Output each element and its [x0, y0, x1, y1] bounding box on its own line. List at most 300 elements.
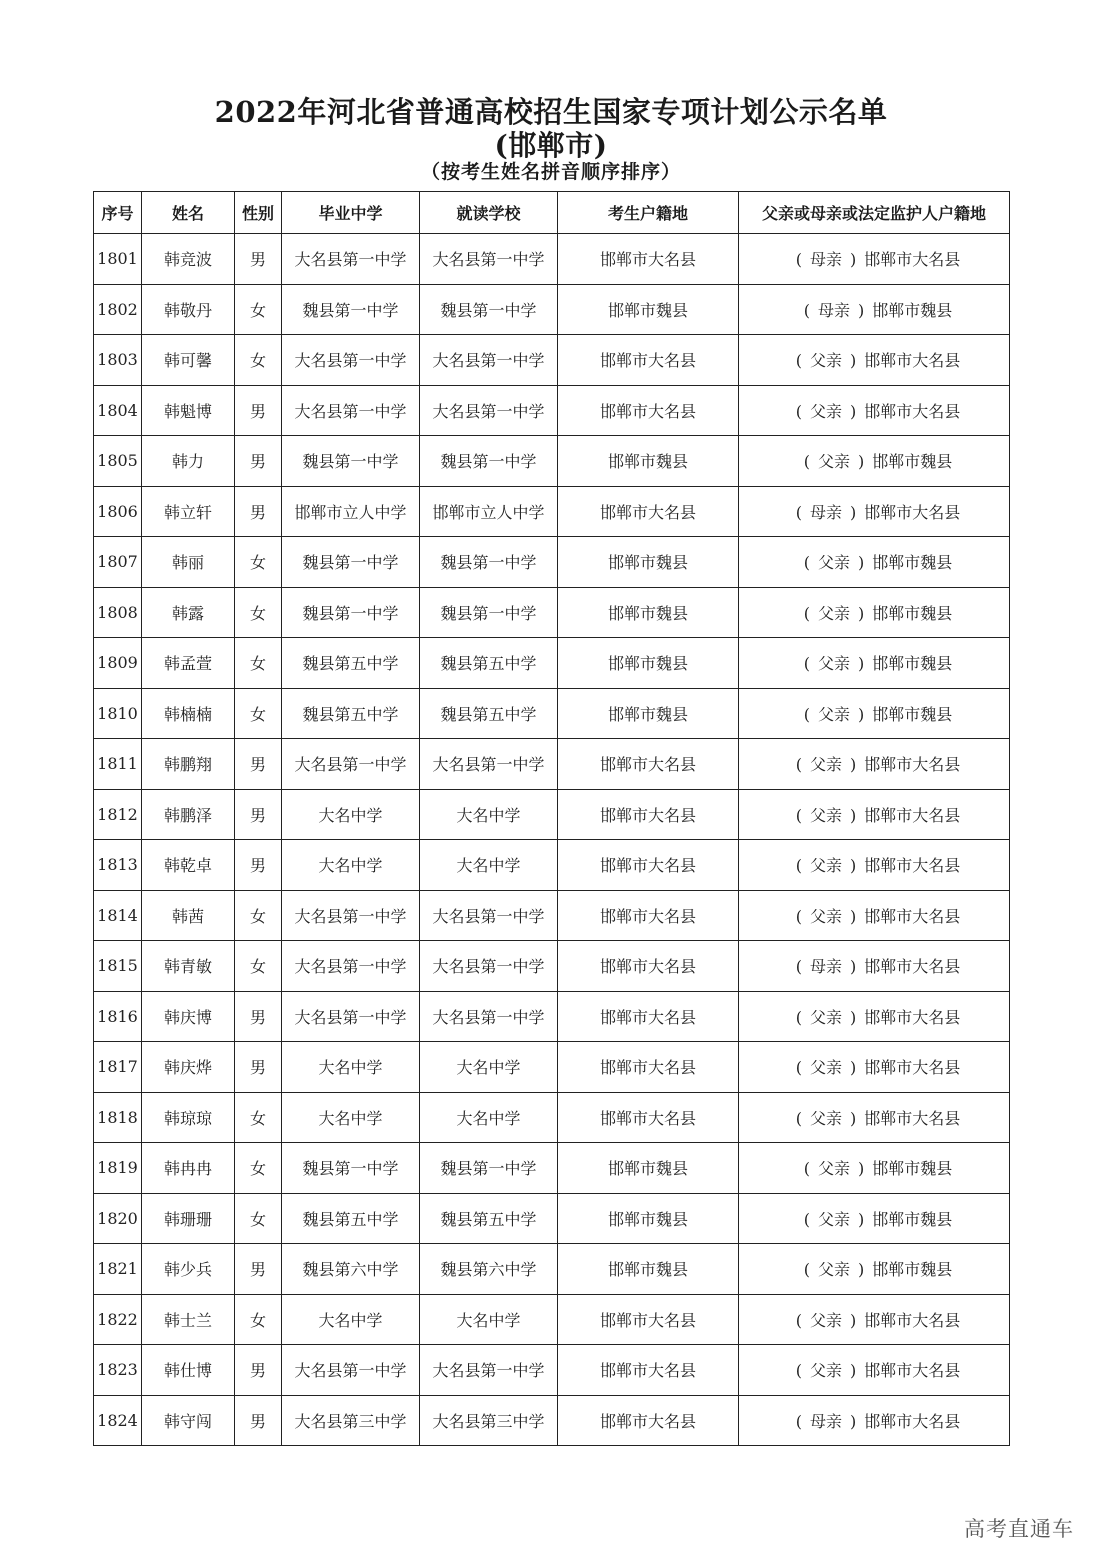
guardian-residence: 邯郸市魏县 [872, 1260, 953, 1280]
cell-grad-school: 魏县第一中学 [282, 587, 420, 638]
cell-guardian-residence [739, 1244, 1010, 1295]
cell-gender: 女 [235, 890, 282, 941]
cell-guardian-residence [739, 688, 1010, 739]
cell-grad-school: 大名县第一中学 [282, 890, 420, 941]
paren-close: ) [858, 553, 865, 573]
table-row [94, 1042, 1010, 1093]
cell-guardian-residence [739, 991, 1010, 1042]
cell-grad-school: 邯郸市立人中学 [282, 486, 420, 537]
cell-seq: 1816 [94, 991, 142, 1042]
guardian-relation: 父亲 [809, 1007, 842, 1027]
cell-guardian-residence [739, 789, 1010, 840]
header-guardian-residence: 父亲或母亲或法定监护人户籍地 [739, 192, 1010, 234]
paren-open: ( [795, 1411, 802, 1431]
paren-close: ) [850, 1361, 857, 1381]
guardian-relation: 父亲 [809, 755, 842, 775]
cell-gender: 女 [235, 537, 282, 588]
cell-guardian-residence [739, 1042, 1010, 1093]
cell-name: 韩青敏 [142, 941, 235, 992]
cell-gender: 男 [235, 789, 282, 840]
cell-seq: 1812 [94, 789, 142, 840]
cell-current-school: 大名中学 [420, 1294, 558, 1345]
cell-seq: 1817 [94, 1042, 142, 1093]
cell-gender: 男 [235, 1395, 282, 1446]
paren-close: ) [858, 1159, 865, 1179]
table-row [94, 385, 1010, 436]
cell-residence: 邯郸市大名县 [558, 1294, 739, 1345]
cell-residence: 邯郸市大名县 [558, 991, 739, 1042]
cell-grad-school: 魏县第一中学 [282, 284, 420, 335]
cell-seq: 1806 [94, 486, 142, 537]
cell-seq: 1819 [94, 1143, 142, 1194]
guardian-residence: 邯郸市魏县 [872, 300, 953, 320]
guardian-relation: 父亲 [809, 1310, 842, 1330]
cell-gender: 男 [235, 991, 282, 1042]
cell-grad-school: 大名中学 [282, 789, 420, 840]
guardian-relation: 父亲 [817, 1209, 850, 1229]
cell-seq: 1813 [94, 840, 142, 891]
paren-close: ) [850, 1108, 857, 1128]
cell-current-school: 大名县第一中学 [420, 991, 558, 1042]
cell-current-school: 邯郸市立人中学 [420, 486, 558, 537]
cell-residence: 邯郸市大名县 [558, 789, 739, 840]
paren-close: ) [858, 452, 865, 472]
cell-grad-school: 魏县第五中学 [282, 638, 420, 689]
cell-residence: 邯郸市魏县 [558, 284, 739, 335]
table-body [94, 234, 1010, 1446]
cell-residence: 邯郸市大名县 [558, 486, 739, 537]
paren-open: ( [803, 704, 810, 724]
cell-guardian-residence [739, 486, 1010, 537]
paren-open: ( [795, 856, 802, 876]
cell-gender: 女 [235, 1294, 282, 1345]
cell-seq: 1821 [94, 1244, 142, 1295]
paren-open: ( [803, 1159, 810, 1179]
table-row [94, 436, 1010, 487]
cell-current-school: 大名县第一中学 [420, 1345, 558, 1396]
cell-guardian-residence [739, 385, 1010, 436]
header-seq: 序号 [94, 192, 142, 234]
guardian-relation: 父亲 [817, 704, 850, 724]
guardian-residence: 邯郸市大名县 [864, 906, 961, 926]
guardian-relation: 父亲 [809, 1361, 842, 1381]
cell-guardian-residence [739, 587, 1010, 638]
paren-open: ( [795, 1108, 802, 1128]
cell-current-school: 魏县第一中学 [420, 436, 558, 487]
cell-name: 韩鹏泽 [142, 789, 235, 840]
cell-grad-school: 魏县第五中学 [282, 688, 420, 739]
table-row [94, 284, 1010, 335]
paren-close: ) [850, 1007, 857, 1027]
guardian-residence: 邯郸市魏县 [872, 603, 953, 623]
paren-close: ) [850, 906, 857, 926]
table-row [94, 1092, 1010, 1143]
cell-seq: 1802 [94, 284, 142, 335]
table-row [94, 486, 1010, 537]
cell-gender: 男 [235, 840, 282, 891]
cell-name: 韩琼琼 [142, 1092, 235, 1143]
cell-seq: 1805 [94, 436, 142, 487]
paren-open: ( [803, 654, 810, 674]
cell-seq: 1815 [94, 941, 142, 992]
paren-open: ( [795, 502, 802, 522]
guardian-residence: 邯郸市大名县 [864, 502, 961, 522]
cell-grad-school: 大名中学 [282, 1092, 420, 1143]
cell-residence: 邯郸市大名县 [558, 1345, 739, 1396]
cell-grad-school: 大名县第一中学 [282, 991, 420, 1042]
paren-close: ) [850, 1411, 857, 1431]
cell-name: 韩冉冉 [142, 1143, 235, 1194]
table-row [94, 1294, 1010, 1345]
watermark: 高考直通车 [964, 1517, 1074, 1541]
paren-close: ) [850, 351, 857, 371]
cell-residence: 邯郸市大名县 [558, 335, 739, 386]
table-row [94, 739, 1010, 790]
cell-gender: 男 [235, 234, 282, 285]
paren-close: ) [858, 654, 865, 674]
cell-current-school: 大名县第一中学 [420, 335, 558, 386]
cell-name: 韩珊珊 [142, 1193, 235, 1244]
cell-guardian-residence [739, 234, 1010, 285]
paren-close: ) [858, 1260, 865, 1280]
guardian-relation: 父亲 [809, 401, 842, 421]
paren-open: ( [803, 300, 810, 320]
cell-seq: 1807 [94, 537, 142, 588]
cell-guardian-residence [739, 1143, 1010, 1194]
guardian-residence: 邯郸市魏县 [872, 553, 953, 573]
cell-name: 韩鹏翔 [142, 739, 235, 790]
table-row [94, 1395, 1010, 1446]
cell-residence: 邯郸市大名县 [558, 1092, 739, 1143]
paren-open: ( [803, 1209, 810, 1229]
cell-guardian-residence [739, 890, 1010, 941]
cell-grad-school: 大名县第一中学 [282, 335, 420, 386]
guardian-residence: 邯郸市大名县 [864, 250, 961, 270]
header-name: 姓名 [142, 192, 235, 234]
cell-seq: 1814 [94, 890, 142, 941]
guardian-relation: 母亲 [809, 957, 842, 977]
table-row [94, 1143, 1010, 1194]
paren-close: ) [850, 805, 857, 825]
table-row [94, 537, 1010, 588]
cell-seq: 1823 [94, 1345, 142, 1396]
guardian-residence: 邯郸市大名县 [864, 957, 961, 977]
cell-current-school: 魏县第六中学 [420, 1244, 558, 1295]
cell-current-school: 大名中学 [420, 840, 558, 891]
guardian-residence: 邯郸市大名县 [864, 1361, 961, 1381]
guardian-relation: 父亲 [817, 654, 850, 674]
table-row [94, 1244, 1010, 1295]
cell-name: 韩孟萱 [142, 638, 235, 689]
paren-open: ( [795, 351, 802, 371]
cell-gender: 男 [235, 1345, 282, 1396]
paren-open: ( [803, 603, 810, 623]
cell-guardian-residence [739, 1193, 1010, 1244]
cell-name: 韩魁博 [142, 385, 235, 436]
cell-seq: 1808 [94, 587, 142, 638]
cell-current-school: 魏县第五中学 [420, 638, 558, 689]
cell-residence: 邯郸市大名县 [558, 1042, 739, 1093]
table-row [94, 234, 1010, 285]
guardian-relation: 母亲 [809, 1411, 842, 1431]
cell-seq: 1822 [94, 1294, 142, 1345]
cell-grad-school: 魏县第六中学 [282, 1244, 420, 1295]
paren-open: ( [803, 452, 810, 472]
cell-grad-school: 大名县第一中学 [282, 385, 420, 436]
cell-name: 韩少兵 [142, 1244, 235, 1295]
document-city: (邯郸市) [494, 129, 608, 162]
cell-gender: 男 [235, 486, 282, 537]
cell-grad-school: 大名中学 [282, 1294, 420, 1345]
paren-open: ( [795, 1007, 802, 1027]
cell-grad-school: 大名县第一中学 [282, 739, 420, 790]
cell-residence: 邯郸市大名县 [558, 739, 739, 790]
guardian-relation: 父亲 [809, 906, 842, 926]
guardian-residence: 邯郸市大名县 [864, 1108, 961, 1128]
header-current-school: 就读学校 [420, 192, 558, 234]
guardian-residence: 邯郸市大名县 [864, 805, 961, 825]
cell-name: 韩敬丹 [142, 284, 235, 335]
cell-seq: 1801 [94, 234, 142, 285]
cell-seq: 1809 [94, 638, 142, 689]
guardian-relation: 父亲 [809, 805, 842, 825]
cell-residence: 邯郸市大名县 [558, 840, 739, 891]
cell-current-school: 大名中学 [420, 1092, 558, 1143]
cell-grad-school: 大名县第三中学 [282, 1395, 420, 1446]
cell-name: 韩丽 [142, 537, 235, 588]
cell-guardian-residence [739, 739, 1010, 790]
paren-close: ) [850, 1310, 857, 1330]
cell-gender: 男 [235, 385, 282, 436]
guardian-relation: 父亲 [809, 1108, 842, 1128]
cell-grad-school: 大名中学 [282, 1042, 420, 1093]
table-row [94, 335, 1010, 386]
cell-gender: 男 [235, 1244, 282, 1295]
guardian-residence: 邯郸市大名县 [864, 351, 961, 371]
cell-residence: 邯郸市大名县 [558, 890, 739, 941]
paren-close: ) [850, 755, 857, 775]
guardian-residence: 邯郸市大名县 [864, 755, 961, 775]
cell-current-school: 大名县第一中学 [420, 385, 558, 436]
cell-name: 韩庆博 [142, 991, 235, 1042]
paren-open: ( [803, 1260, 810, 1280]
cell-current-school: 大名县第一中学 [420, 234, 558, 285]
cell-guardian-residence [739, 1345, 1010, 1396]
cell-guardian-residence [739, 941, 1010, 992]
guardian-relation: 父亲 [817, 1260, 850, 1280]
cell-current-school: 大名县第一中学 [420, 739, 558, 790]
table-row [94, 941, 1010, 992]
paren-close: ) [858, 704, 865, 724]
table-header-row [94, 192, 1010, 234]
guardian-relation: 母亲 [809, 250, 842, 270]
cell-name: 韩露 [142, 587, 235, 638]
cell-grad-school: 魏县第一中学 [282, 1143, 420, 1194]
guardian-residence: 邯郸市魏县 [872, 1159, 953, 1179]
cell-residence: 邯郸市大名县 [558, 385, 739, 436]
cell-gender: 女 [235, 335, 282, 386]
table-row [94, 991, 1010, 1042]
cell-current-school: 魏县第五中学 [420, 1193, 558, 1244]
cell-grad-school: 魏县第一中学 [282, 436, 420, 487]
cell-residence: 邯郸市魏县 [558, 688, 739, 739]
table-row [94, 1193, 1010, 1244]
cell-gender: 男 [235, 1042, 282, 1093]
cell-name: 韩士兰 [142, 1294, 235, 1345]
paren-close: ) [850, 502, 857, 522]
cell-current-school: 大名县第一中学 [420, 941, 558, 992]
table-row [94, 890, 1010, 941]
paren-open: ( [795, 755, 802, 775]
cell-gender: 女 [235, 941, 282, 992]
cell-seq: 1804 [94, 385, 142, 436]
cell-grad-school: 魏县第一中学 [282, 537, 420, 588]
cell-residence: 邯郸市大名县 [558, 941, 739, 992]
cell-gender: 女 [235, 638, 282, 689]
paren-open: ( [795, 957, 802, 977]
guardian-residence: 邯郸市大名县 [864, 401, 961, 421]
cell-residence: 邯郸市大名县 [558, 1395, 739, 1446]
cell-name: 韩庆烨 [142, 1042, 235, 1093]
cell-current-school: 魏县第一中学 [420, 284, 558, 335]
cell-current-school: 大名县第三中学 [420, 1395, 558, 1446]
cell-seq: 1820 [94, 1193, 142, 1244]
table-row [94, 638, 1010, 689]
paren-open: ( [795, 906, 802, 926]
guardian-residence: 邯郸市大名县 [864, 1007, 961, 1027]
guardian-relation: 父亲 [809, 1058, 842, 1078]
cell-gender: 女 [235, 1193, 282, 1244]
cell-name: 韩竞波 [142, 234, 235, 285]
table-row [94, 840, 1010, 891]
paren-open: ( [795, 401, 802, 421]
guardian-residence: 邯郸市魏县 [872, 704, 953, 724]
cell-residence: 邯郸市大名县 [558, 234, 739, 285]
cell-name: 韩可馨 [142, 335, 235, 386]
sort-note: （按考生姓名拼音顺序排序） [420, 161, 681, 183]
paren-close: ) [850, 250, 857, 270]
cell-name: 韩仕博 [142, 1345, 235, 1396]
cell-seq: 1811 [94, 739, 142, 790]
cell-grad-school: 大名县第一中学 [282, 234, 420, 285]
guardian-residence: 邯郸市魏县 [872, 654, 953, 674]
paren-close: ) [858, 300, 865, 320]
guardian-residence: 邯郸市大名县 [864, 856, 961, 876]
cell-name: 韩立轩 [142, 486, 235, 537]
cell-guardian-residence [739, 1395, 1010, 1446]
cell-gender: 女 [235, 587, 282, 638]
paren-open: ( [795, 805, 802, 825]
cell-residence: 邯郸市魏县 [558, 1193, 739, 1244]
cell-name: 韩守闯 [142, 1395, 235, 1446]
cell-current-school: 大名中学 [420, 1042, 558, 1093]
cell-gender: 女 [235, 688, 282, 739]
guardian-residence: 邯郸市魏县 [872, 1209, 953, 1229]
cell-current-school: 大名县第一中学 [420, 890, 558, 941]
cell-name: 韩力 [142, 436, 235, 487]
cell-seq: 1810 [94, 688, 142, 739]
header-gender: 性别 [235, 192, 282, 234]
cell-gender: 女 [235, 1143, 282, 1194]
cell-grad-school: 大名中学 [282, 840, 420, 891]
cell-current-school: 魏县第一中学 [420, 537, 558, 588]
paren-close: ) [850, 856, 857, 876]
cell-guardian-residence [739, 284, 1010, 335]
cell-residence: 邯郸市魏县 [558, 587, 739, 638]
cell-seq: 1818 [94, 1092, 142, 1143]
cell-residence: 邯郸市魏县 [558, 537, 739, 588]
guardian-residence: 邯郸市魏县 [872, 452, 953, 472]
guardian-residence: 邯郸市大名县 [864, 1411, 961, 1431]
cell-gender: 女 [235, 284, 282, 335]
cell-guardian-residence [739, 335, 1010, 386]
paren-close: ) [858, 603, 865, 623]
cell-guardian-residence [739, 638, 1010, 689]
paren-open: ( [795, 1058, 802, 1078]
cell-grad-school: 大名县第一中学 [282, 1345, 420, 1396]
cell-residence: 邯郸市魏县 [558, 638, 739, 689]
guardian-residence: 邯郸市大名县 [864, 1310, 961, 1330]
table-row [94, 587, 1010, 638]
cell-gender: 男 [235, 739, 282, 790]
guardian-relation: 父亲 [809, 856, 842, 876]
paren-open: ( [795, 1310, 802, 1330]
header-residence: 考生户籍地 [558, 192, 739, 234]
cell-current-school: 魏县第一中学 [420, 587, 558, 638]
guardian-relation: 父亲 [817, 452, 850, 472]
table-row [94, 789, 1010, 840]
cell-grad-school: 魏县第五中学 [282, 1193, 420, 1244]
cell-guardian-residence [739, 840, 1010, 891]
cell-gender: 男 [235, 436, 282, 487]
candidate-table [93, 191, 1010, 1446]
header-grad-school: 毕业中学 [282, 192, 420, 234]
guardian-relation: 母亲 [809, 502, 842, 522]
table-row [94, 688, 1010, 739]
cell-seq: 1824 [94, 1395, 142, 1446]
cell-current-school: 魏县第一中学 [420, 1143, 558, 1194]
guardian-relation: 母亲 [817, 300, 850, 320]
cell-name: 韩茜 [142, 890, 235, 941]
table-row [94, 1345, 1010, 1396]
cell-guardian-residence [739, 537, 1010, 588]
cell-seq: 1803 [94, 335, 142, 386]
paren-close: ) [858, 1209, 865, 1229]
cell-guardian-residence [739, 1294, 1010, 1345]
guardian-relation: 父亲 [817, 553, 850, 573]
paren-open: ( [795, 250, 802, 270]
guardian-residence: 邯郸市大名县 [864, 1058, 961, 1078]
cell-residence: 邯郸市魏县 [558, 1244, 739, 1295]
document-title: 2022年河北省普通高校招生国家专项计划公示名单 [214, 95, 888, 129]
paren-close: ) [850, 1058, 857, 1078]
cell-residence: 邯郸市魏县 [558, 1143, 739, 1194]
cell-current-school: 大名中学 [420, 789, 558, 840]
cell-current-school: 魏县第五中学 [420, 688, 558, 739]
cell-residence: 邯郸市魏县 [558, 436, 739, 487]
paren-open: ( [803, 553, 810, 573]
paren-close: ) [850, 957, 857, 977]
cell-grad-school: 大名县第一中学 [282, 941, 420, 992]
guardian-relation: 父亲 [817, 603, 850, 623]
paren-close: ) [850, 401, 857, 421]
cell-guardian-residence [739, 436, 1010, 487]
cell-guardian-residence [739, 1092, 1010, 1143]
paren-open: ( [795, 1361, 802, 1381]
cell-name: 韩楠楠 [142, 688, 235, 739]
cell-name: 韩乾卓 [142, 840, 235, 891]
cell-gender: 女 [235, 1092, 282, 1143]
